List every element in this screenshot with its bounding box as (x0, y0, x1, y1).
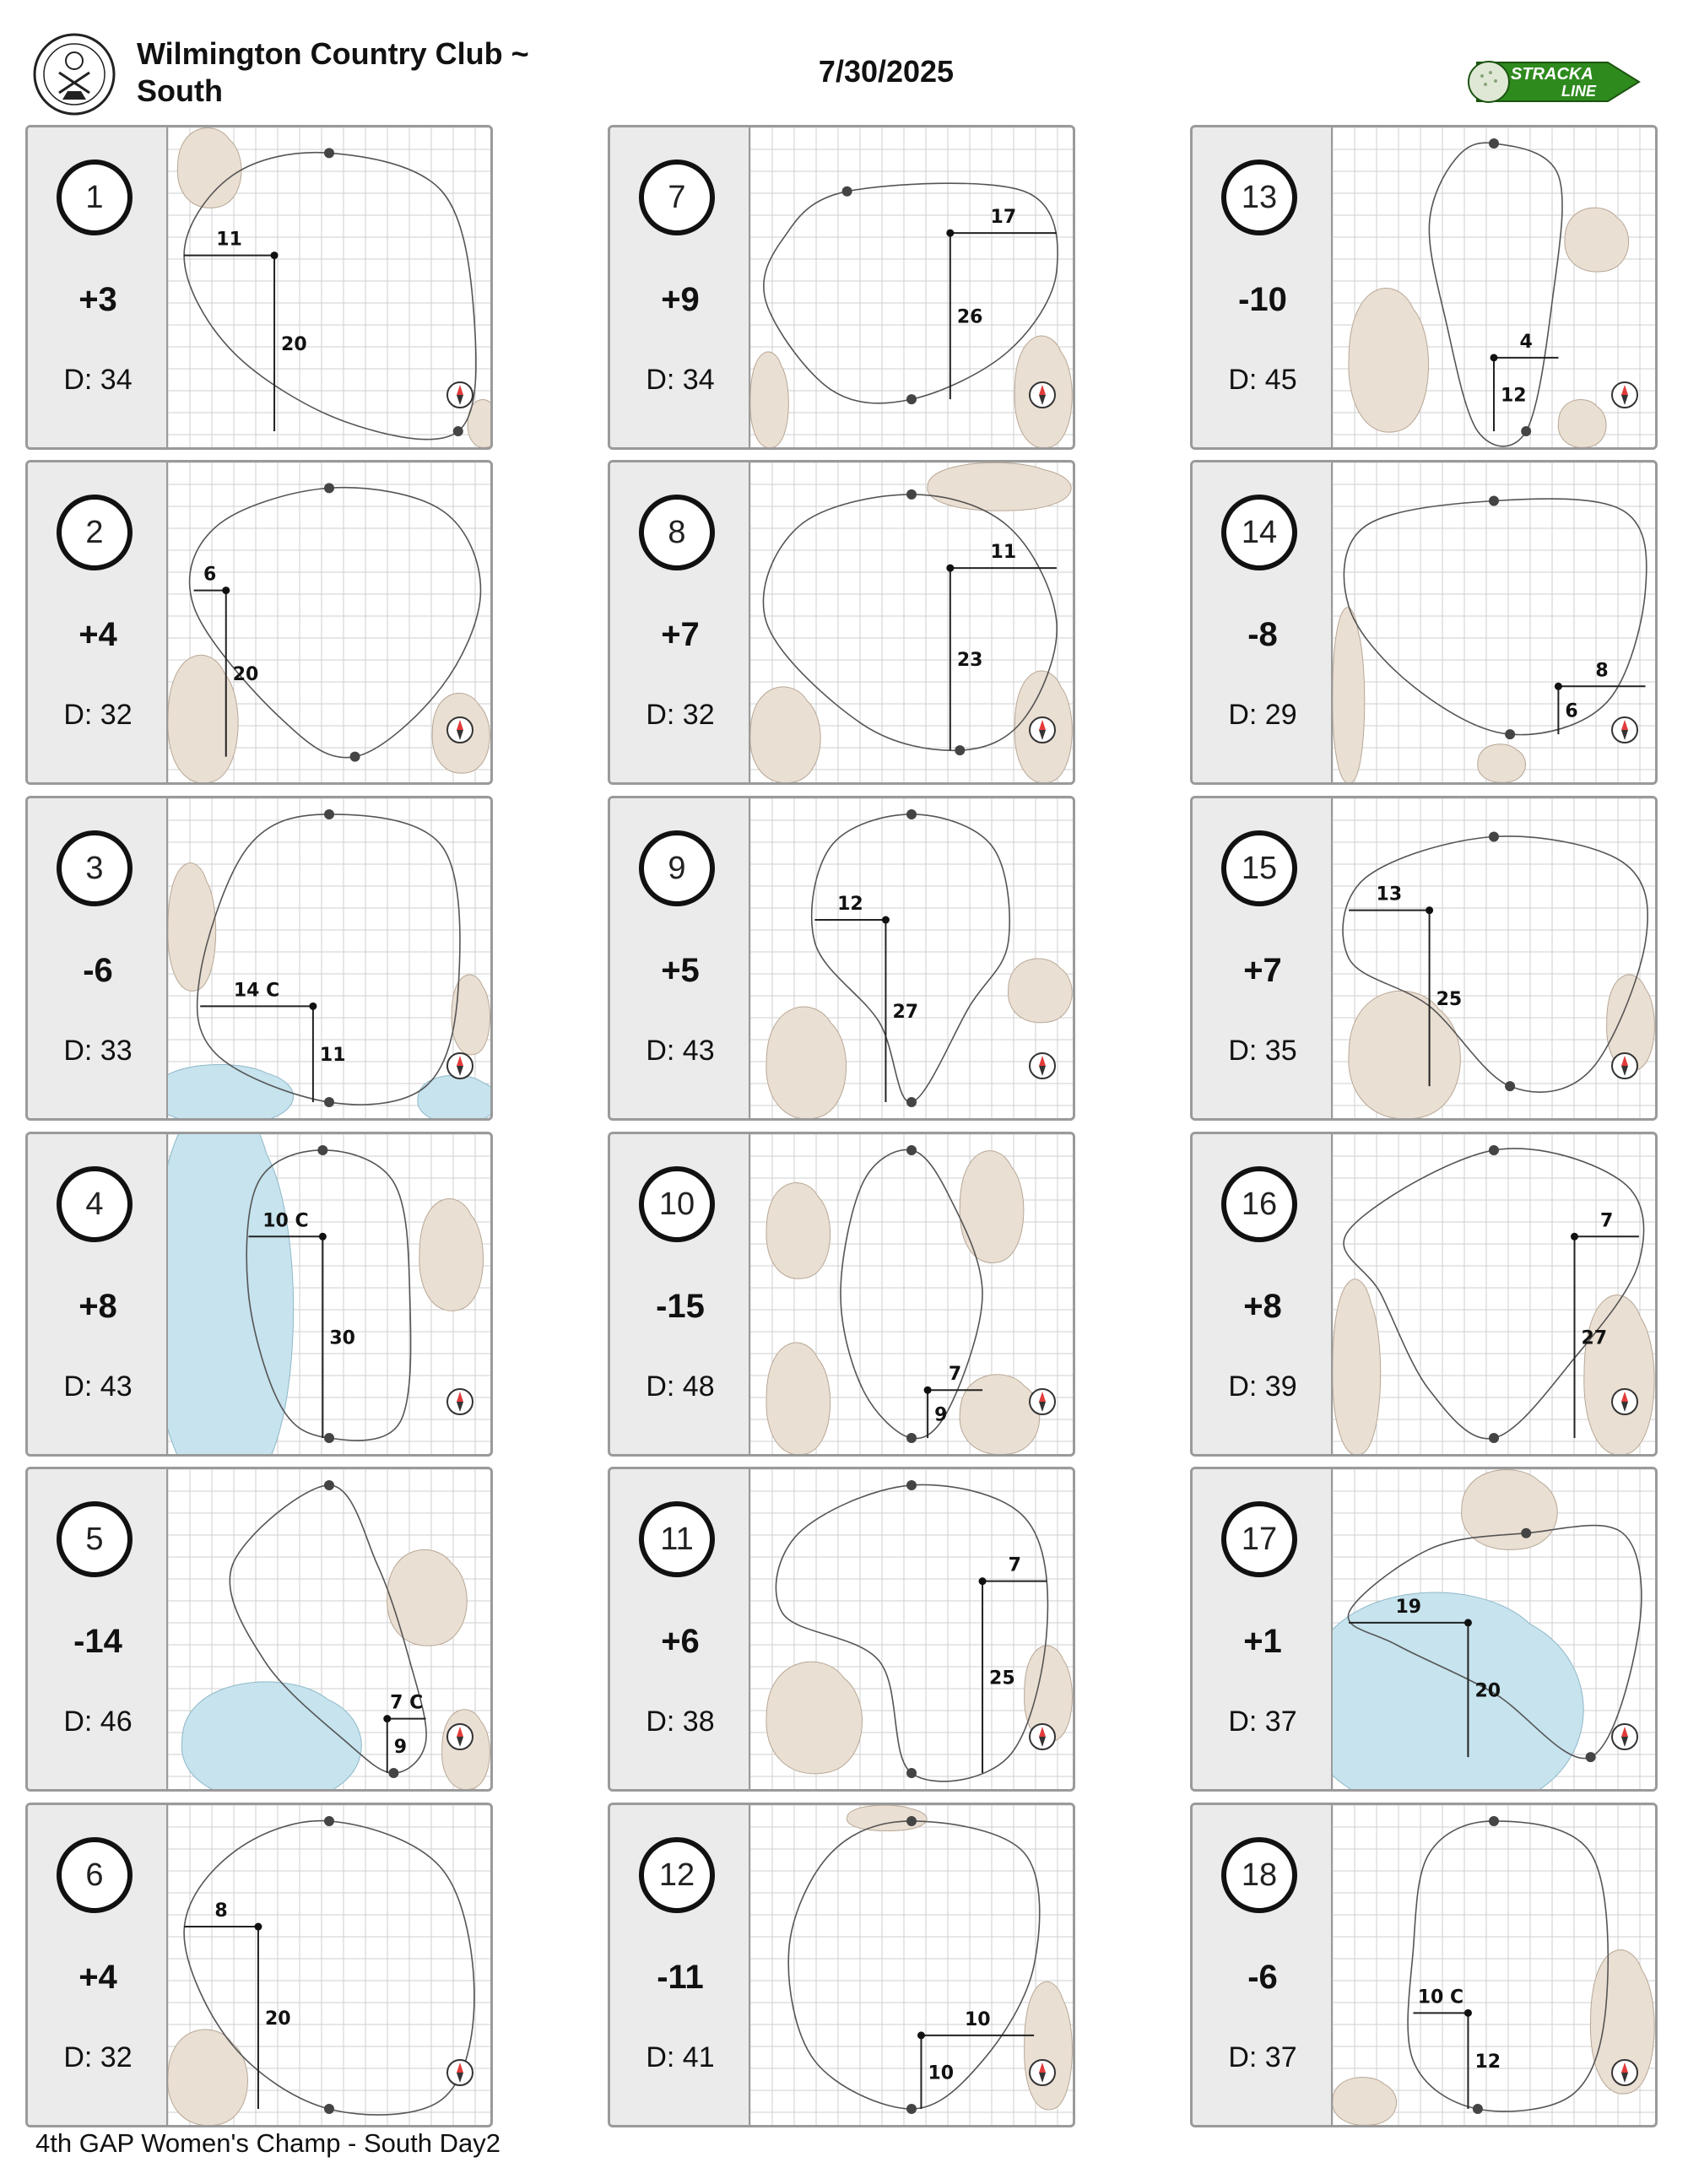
green-front-marker (906, 1433, 917, 1443)
bunker (1025, 1981, 1073, 2110)
bunker (1333, 608, 1365, 782)
green-depth: D: 34 (646, 364, 715, 396)
compass-icon (1030, 717, 1055, 743)
hole-card (25, 796, 493, 1121)
green-depth: D: 38 (646, 1706, 715, 1738)
green-map (750, 1469, 1073, 1789)
green-map (750, 127, 1073, 447)
hole-card (1190, 1803, 1658, 2127)
hole-info-panel (610, 1469, 750, 1789)
hole-card (1190, 125, 1658, 450)
bunker (442, 1710, 490, 1789)
hole-number: 7 (639, 159, 715, 235)
green-back-marker (324, 483, 334, 493)
pin-location (1491, 354, 1498, 361)
pin-location (309, 1003, 316, 1010)
pin-location (271, 251, 279, 259)
pin-side-distance: 7 C (390, 1692, 424, 1714)
hole-card (608, 796, 1075, 1121)
green-depth: D: 32 (63, 699, 133, 731)
green-back-marker (906, 1145, 917, 1155)
green-back-marker (906, 1816, 917, 1826)
hole-number: 4 (57, 1166, 133, 1242)
bunker (750, 352, 788, 447)
pin-side-distance: 8 (1595, 660, 1609, 682)
green-depth: D: 37 (1228, 2041, 1297, 2073)
hole-card (1190, 460, 1658, 785)
green-back-marker (1489, 495, 1499, 505)
hole-number: 9 (639, 830, 715, 906)
compass-icon (447, 717, 473, 743)
green-front-marker (1586, 1752, 1596, 1762)
pin-side-distance: 17 (990, 207, 1017, 229)
hole-slope: +8 (1243, 1288, 1282, 1325)
hole-info-panel (28, 462, 168, 782)
hole-info-panel (610, 798, 750, 1118)
green-front-marker (1473, 2104, 1483, 2114)
water-hazard (418, 1075, 490, 1118)
green-map (750, 1134, 1073, 1454)
green-back-marker (906, 489, 917, 500)
hole-slope: +4 (78, 1959, 117, 1996)
hole-info-panel (610, 127, 750, 447)
hole-number: 8 (639, 495, 715, 570)
pin-side-distance: 10 C (262, 1210, 309, 1232)
header (0, 0, 1688, 122)
green-front-marker (1521, 426, 1531, 436)
green-map (1333, 1134, 1655, 1454)
hole-card (25, 1132, 493, 1457)
bunker (419, 1199, 484, 1311)
hole-slope: -14 (73, 1623, 122, 1660)
compass-icon (447, 1724, 473, 1749)
green-front-marker (324, 1097, 334, 1107)
green-front-marker (1505, 729, 1515, 739)
hole-number: 16 (1221, 1166, 1297, 1242)
bunker (960, 1151, 1024, 1263)
green-front-marker (906, 394, 917, 404)
pin-front-distance: 25 (989, 1668, 1015, 1689)
bunker (1581, 1295, 1654, 1454)
green-back-marker (324, 1816, 334, 1826)
compass-icon (1612, 717, 1637, 743)
pin-side-distance: 6 (203, 564, 217, 586)
map-grid (1333, 462, 1655, 782)
hole-slope: +8 (78, 1288, 117, 1325)
green-map (750, 1805, 1073, 2125)
hole-card (608, 1803, 1075, 2127)
green-depth: D: 41 (646, 2041, 715, 2073)
green-front-marker (388, 1768, 398, 1778)
pin-location (1426, 906, 1433, 914)
bunker (766, 1343, 830, 1454)
green-depth: D: 43 (63, 1370, 133, 1403)
green-back-marker (324, 148, 334, 158)
pin-front-distance: 20 (281, 333, 307, 355)
hole-number: 18 (1221, 1837, 1297, 1913)
bunker (1349, 991, 1460, 1118)
bunker (1333, 2077, 1397, 2125)
green-back-marker (1521, 1528, 1531, 1538)
bunker (1478, 744, 1526, 782)
pin-location (882, 916, 890, 924)
hole-number: 11 (639, 1501, 715, 1577)
hole-slope: +9 (661, 281, 700, 318)
hole-info-panel (28, 1805, 168, 2125)
green-map (168, 127, 490, 447)
pin-location (254, 1923, 262, 1931)
green-map (1333, 127, 1655, 447)
compass-icon (447, 1053, 473, 1078)
pin-location (1571, 1233, 1578, 1241)
hole-info-panel (1193, 127, 1333, 447)
bunker (750, 687, 820, 782)
hole-number: 6 (57, 1837, 133, 1913)
water-hazard (168, 1064, 294, 1118)
green-depth: D: 46 (63, 1706, 133, 1738)
hole-info-panel (28, 1469, 168, 1789)
green-back-marker (906, 809, 917, 819)
hole-card (1190, 1467, 1658, 1792)
green-map (168, 1134, 490, 1454)
hole-info-panel (28, 127, 168, 447)
hole-slope: -6 (83, 952, 113, 989)
footer-event-name: 4th GAP Women's Champ - South Day2 (35, 2128, 500, 2158)
green-map (168, 1469, 490, 1789)
compass-icon (1030, 2060, 1055, 2085)
compass-icon (447, 382, 473, 408)
hole-slope: -10 (1238, 281, 1287, 318)
bunker (960, 1375, 1040, 1454)
green-outline (1429, 143, 1562, 446)
pin-front-distance: 27 (892, 1002, 919, 1024)
hole-card (608, 125, 1075, 450)
green-front-marker (350, 752, 360, 762)
green-map (168, 462, 490, 782)
hole-slope: +4 (78, 616, 117, 653)
pin-side-distance: 14 C (233, 980, 280, 1002)
hole-info-panel (1193, 1805, 1333, 2125)
green-map (168, 798, 490, 1118)
pin-front-distance: 27 (1581, 1327, 1608, 1349)
pin-location (917, 2031, 925, 2039)
hole-slope: +5 (661, 952, 700, 989)
pin-location (924, 1387, 932, 1394)
green-back-marker (1489, 1145, 1499, 1155)
club-name-line1: Wilmington Country Club ~ (137, 36, 529, 71)
bunker (168, 655, 238, 782)
bunker (1333, 1279, 1381, 1454)
pin-location (946, 565, 954, 572)
green-depth: D: 48 (646, 1370, 715, 1403)
green-back-marker (324, 1480, 334, 1490)
pin-location (979, 1577, 987, 1585)
green-map (1333, 1805, 1655, 2125)
hole-card (608, 460, 1075, 785)
pin-front-distance: 12 (1501, 385, 1527, 407)
compass-icon (1612, 2060, 1637, 2085)
pin-front-distance: 6 (1565, 700, 1578, 722)
pin-front-distance: 20 (232, 664, 259, 686)
hole-number: 14 (1221, 495, 1297, 570)
pin-front-distance: 9 (393, 1736, 408, 1758)
hole-number: 1 (57, 159, 133, 235)
pin-front-distance: 12 (1474, 2052, 1501, 2073)
green-front-marker (906, 1768, 917, 1778)
svg-text:LINE: LINE (1561, 83, 1597, 100)
hole-number: 10 (639, 1166, 715, 1242)
bunker (766, 1007, 847, 1118)
green-map (1333, 1469, 1655, 1789)
green-map (168, 1805, 490, 2125)
hole-card (608, 1467, 1075, 1792)
green-back-marker (317, 1145, 327, 1155)
hole-number: 3 (57, 830, 133, 906)
hole-card (25, 1467, 493, 1792)
pin-side-distance: 10 (964, 2008, 991, 2030)
hole-info-panel (1193, 1469, 1333, 1789)
compass-icon (1030, 1389, 1055, 1414)
bunker (766, 1662, 863, 1774)
green-back-marker (1489, 831, 1499, 841)
hole-info-panel (1193, 462, 1333, 782)
water-hazard (181, 1682, 361, 1789)
pin-side-distance: 7 (948, 1364, 962, 1386)
compass-icon (447, 2060, 473, 2085)
pin-front-distance: 10 (928, 2062, 955, 2084)
green-front-marker (324, 1433, 334, 1443)
stracka-line-golfball-logo (1460, 52, 1646, 111)
green-front-marker (324, 2104, 334, 2114)
green-depth: D: 34 (63, 364, 133, 396)
pin-side-distance: 19 (1395, 1596, 1422, 1618)
hole-number: 13 (1221, 159, 1297, 235)
bunker (1565, 208, 1629, 272)
pin-side-distance: 12 (837, 894, 863, 916)
compass-icon (1030, 382, 1055, 408)
hole-number: 12 (639, 1837, 715, 1913)
pin-front-distance: 26 (956, 306, 983, 328)
green-front-marker (955, 745, 965, 755)
compass-icon (1030, 1053, 1055, 1078)
pin-side-distance: 11 (216, 229, 242, 251)
event-date: 7/30/2025 (818, 54, 955, 89)
hole-slope: -11 (657, 1959, 704, 1996)
compass-icon (1612, 1053, 1637, 1078)
green-back-marker (842, 187, 852, 197)
pin-front-distance: 11 (319, 1045, 346, 1067)
bunker (387, 1549, 468, 1646)
compass-icon (1030, 1724, 1055, 1749)
club-crest-logo (32, 32, 116, 116)
green-back-marker (906, 1480, 917, 1490)
green-map (1333, 798, 1655, 1118)
compass-icon (1612, 1389, 1637, 1414)
green-depth: D: 35 (1228, 1035, 1297, 1067)
green-front-marker (1505, 1081, 1515, 1091)
hole-card (1190, 1132, 1658, 1457)
hole-number: 17 (1221, 1501, 1297, 1577)
pin-location (1464, 2009, 1472, 2017)
pin-front-distance: 9 (934, 1404, 948, 1426)
green-back-marker (1489, 138, 1499, 149)
green-front-marker (453, 426, 463, 436)
bunker (1349, 288, 1429, 432)
hole-number: 2 (57, 495, 133, 570)
hole-slope: +7 (1243, 952, 1282, 989)
green-map (750, 798, 1073, 1118)
hole-info-panel (610, 1134, 750, 1454)
pin-front-distance: 20 (264, 2008, 291, 2030)
bunker (1558, 399, 1606, 447)
hole-info-panel (1193, 798, 1333, 1118)
pin-location (319, 1233, 327, 1241)
hole-card (25, 460, 493, 785)
green-back-marker (1489, 1816, 1499, 1826)
bunker (168, 863, 216, 992)
hole-info-panel (610, 1805, 750, 2125)
hole-slope: +7 (661, 616, 700, 653)
green-depth: D: 32 (63, 2041, 133, 2073)
compass-icon (1612, 382, 1637, 408)
hole-number: 5 (57, 1501, 133, 1577)
hole-info-panel (1193, 1134, 1333, 1454)
pin-side-distance: 4 (1519, 331, 1533, 353)
pin-side-distance: 7 (1600, 1210, 1614, 1232)
green-map (750, 462, 1073, 782)
green-map (1333, 462, 1655, 782)
green-front-marker (906, 2104, 917, 2114)
hole-slope: -8 (1247, 616, 1278, 653)
bunker (766, 1183, 830, 1279)
hole-info-panel (610, 462, 750, 782)
hole-card (25, 125, 493, 450)
green-depth: D: 32 (646, 699, 715, 731)
green-back-marker (324, 809, 334, 819)
pin-location (1555, 683, 1562, 690)
hole-slope: -15 (656, 1288, 705, 1325)
green-depth: D: 29 (1228, 699, 1297, 731)
pin-side-distance: 10 C (1417, 1987, 1464, 2008)
hole-card (25, 1803, 493, 2127)
pin-front-distance: 25 (1436, 988, 1463, 1010)
pin-location (383, 1715, 391, 1722)
water-hazard (168, 1134, 294, 1454)
hole-info-panel (28, 798, 168, 1118)
svg-text:STRACKA: STRACKA (1511, 65, 1593, 84)
pin-side-distance: 13 (1376, 884, 1403, 905)
bunker (168, 2030, 247, 2125)
green-depth: D: 39 (1228, 1370, 1297, 1403)
pin-side-distance: 7 (1008, 1554, 1021, 1576)
green-outline (1344, 499, 1646, 735)
hole-number: 15 (1221, 830, 1297, 906)
pin-location (222, 587, 230, 594)
pin-side-distance: 11 (990, 542, 1017, 564)
club-name-line2: South (137, 73, 223, 108)
pin-side-distance: 8 (214, 1900, 228, 1922)
compass-icon (447, 1389, 473, 1414)
hole-card (1190, 796, 1658, 1121)
pin-location (946, 230, 954, 237)
green-depth: D: 43 (646, 1035, 715, 1067)
bunker (1008, 959, 1072, 1023)
green-front-marker (1489, 1433, 1499, 1443)
pin-front-distance: 30 (329, 1327, 355, 1349)
hole-slope: +1 (1243, 1623, 1282, 1660)
bunker (452, 975, 490, 1055)
bunker (928, 462, 1071, 511)
pin-location (1464, 1619, 1472, 1626)
green-depth: D: 37 (1228, 1706, 1297, 1738)
hole-card (608, 1132, 1075, 1457)
hole-info-panel (28, 1134, 168, 1454)
green-front-marker (906, 1097, 917, 1107)
green-outline (788, 1821, 1040, 2109)
hole-slope: +3 (78, 281, 117, 318)
pin-front-distance: 20 (1474, 1680, 1501, 1702)
hole-slope: +6 (661, 1623, 700, 1660)
compass-icon (1612, 1724, 1637, 1749)
green-depth: D: 45 (1228, 364, 1297, 396)
green-depth: D: 33 (63, 1035, 133, 1067)
club-name (137, 35, 559, 110)
hole-slope: -6 (1247, 1959, 1278, 1996)
pin-front-distance: 23 (956, 650, 983, 672)
